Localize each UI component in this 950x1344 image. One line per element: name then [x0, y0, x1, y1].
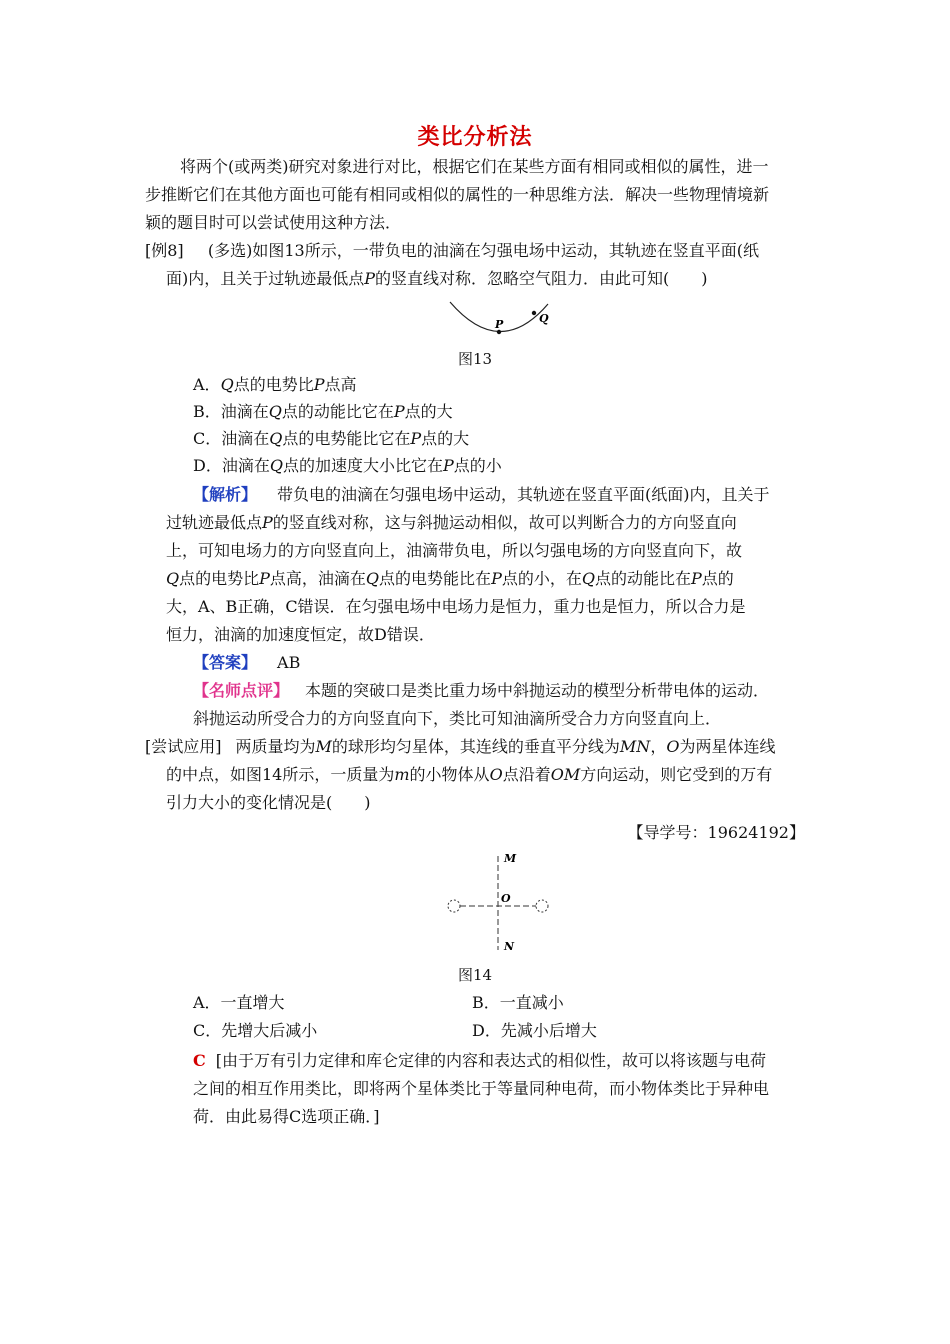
intro-line-2: 步推断它们在其他方面也可能有相同或相似的属性的一种思维方法．解决一些物理情境新 [145, 185, 770, 204]
trial-line-2: 的中点，如图14所示，一质量为m的小物体从O点沿着OM方向运动，则它受到的万有 [166, 765, 773, 784]
star-right [536, 900, 548, 912]
label-q: Q [539, 312, 549, 325]
option-b: B．油滴在Q点的动能比它在P点的大 [193, 402, 453, 421]
star-left [448, 900, 460, 912]
analysis-line-1: 【解析】 带负电的油滴在匀强电场中运动，其轨迹在竖直平面(纸面)内，且关于 [193, 485, 770, 504]
analysis-line-3: 上，可知电场力的方向竖直向上，油滴带负电，所以匀强电场的方向竖直向下，故 [166, 541, 743, 560]
solution-line-1: C [由于万有引力定律和库仑定律的内容和表达式的相似性，故可以将该题与电荷 [193, 1051, 766, 1070]
solution-line-3: 荷．由此易得C选项正确．] [193, 1107, 380, 1126]
option-a: A．Q点的电势比P点高 [193, 375, 357, 394]
example-text-1: (多选)如图13所示，一带负电的油滴在匀强电场中运动，其轨迹在竖直平面(纸 [207, 241, 759, 260]
answer-line [193, 652, 300, 674]
figure-14-caption: 图14 [457, 966, 493, 984]
trial-tag: [尝试应用] [145, 737, 222, 756]
trial-option-d: D．先减小后增大 [472, 1021, 597, 1040]
analysis-line-4: Q点的电势比P点高，油滴在Q点的电势能比在P点的小，在Q点的动能比在P点的 [166, 569, 734, 588]
analysis-line-5: 大，A、B正确，C错误．在匀强电场中电场力是恒力，重力也是恒力，所以合力是 [166, 597, 746, 616]
intro-line-3: 颖的题目时可以尝试使用这种方法． [145, 213, 402, 232]
figure-13-trajectory [440, 298, 560, 348]
guide-number: 【导学号：19624192】 [627, 823, 805, 842]
label-m: M [504, 852, 517, 865]
analysis-line-2: 过轨迹最低点P的竖直线对称，这与斜抛运动相似，故可以判断合力的方向竖直向 [166, 513, 737, 532]
label-n: N [504, 940, 515, 953]
trial-option-c: C．先增大后减小 [193, 1021, 318, 1040]
example-tag: [例8] [145, 241, 184, 260]
answer-value: AB [277, 653, 301, 672]
trial-line-3: 引力大小的变化情况是( ) [166, 793, 371, 812]
example-line-1 [145, 240, 759, 262]
solution-letter: C [193, 1051, 206, 1070]
label-o: O [501, 892, 511, 905]
figure-14-diagram [440, 850, 560, 960]
option-c: C．油滴在Q点的电势能比它在P点的大 [193, 429, 470, 448]
answer-tag: 【答案】 [193, 653, 258, 672]
figure-13-caption: 图13 [457, 350, 493, 368]
comment-line-2: 斜抛运动所受合力的方向竖直向下，类比可知油滴所受合力方向竖直向上． [193, 709, 722, 728]
analysis-line-6: 恒力，油滴的加速度恒定，故D错误． [166, 625, 435, 644]
trial-line-1: [尝试应用] 两质量均为M的球形均匀星体，其连线的垂直平分线为MN，O为两星体连线 [145, 737, 776, 756]
trial-option-a: A．一直增大 [193, 993, 285, 1012]
section-title: 类比分析法 [417, 125, 533, 150]
solution-line-2: 之间的相互作用类比，即将两个星体类比于等量同种电荷，而小物体类比于异种电 [193, 1079, 770, 1098]
option-d: D．油滴在Q点的加速度大小比它在P点的小 [193, 456, 502, 475]
analysis-tag: 【解析】 [193, 485, 258, 504]
comment-line-1: 【名师点评】 本题的突破口是类比重力场中斜抛运动的模型分析带电体的运动． [193, 681, 770, 700]
point-q-dot [532, 311, 536, 315]
label-p: P [495, 318, 504, 331]
intro-line-1: 将两个(或两类)研究对象进行对比，根据它们在某些方面有相同或相似的属性，进一 [180, 157, 769, 176]
trial-option-b: B．一直减小 [472, 993, 564, 1012]
example-line-2: 面)内，且关于过轨迹最低点P的竖直线对称．忽略空气阻力．由此可知( ) [166, 269, 708, 288]
comment-tag: 【名师点评】 [193, 681, 290, 700]
